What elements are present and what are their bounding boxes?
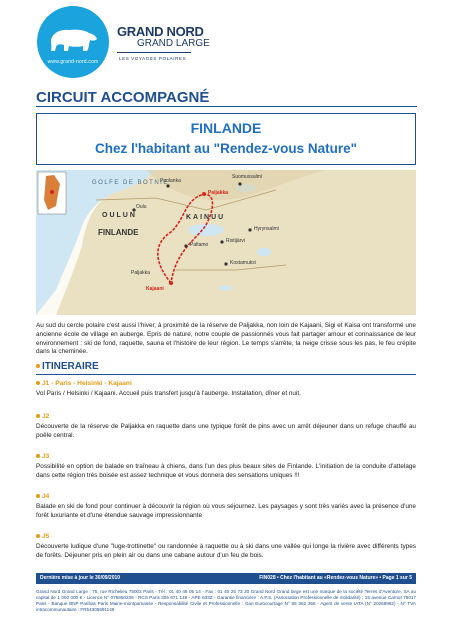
day-5-title-text: J5	[42, 533, 50, 540]
logo-brand-name: GRAND NORD	[117, 24, 204, 39]
itinerary-heading	[36, 361, 99, 372]
map-label-kajaani: Kajaani	[146, 286, 164, 292]
marker-kostomuksi	[224, 262, 227, 265]
day-1-title-text: J1 - Paris - Helsinki - Kajaani	[42, 380, 132, 387]
bullet-icon	[36, 534, 40, 538]
map-label-paltamo: Paltamo	[190, 242, 209, 248]
day-5-title	[36, 533, 49, 540]
map-label-kostomuksi: Kostamuksi	[230, 260, 256, 266]
destination-title: FINLANDE	[190, 120, 262, 136]
lake-south	[220, 285, 232, 291]
map-label-hyrynsalmi: Hyrynsalmi	[254, 226, 279, 232]
map-label-country: FINLANDE	[98, 228, 139, 237]
bullet-icon	[36, 364, 40, 368]
lake-east	[257, 248, 271, 256]
bullet-icon	[36, 494, 40, 498]
day-2-title-text: J2	[42, 413, 50, 420]
circuit-type-heading: CIRCUIT ACCOMPAGNÉ	[36, 89, 210, 106]
map-label-oulu-city: Oulu	[136, 204, 147, 210]
footer-legal: Grand Nord Grand Large : 75, rue Richelieu 75002 Paris - Tél : 01 40 46 05 14 - Fax : 01 40 26 73 20 Grand Nord Grand large est une marque de la société Terres d'Aventure, SA au capital de 1 000 000 € - Licence N° 075950236 - RCS Paris 305 671 149 - APE 633Z - Garantie financière : A.P.S. (Association Professionnelle de Solidarité) ; 15 avenue Carnot 75017 Paris - Banque BNP Paribas Paris Maine-montparnasse - Responsabilité Civile et Professionnelle : Gan Eurocourtage N° 86 362 356 - Agent de vente IATA (N° 20269962) - N° TVA intracommunautaire : FR54305691149	[36, 589, 416, 612]
map-label-paljakka-side: Paljakka	[131, 270, 150, 276]
footer-reference: FIN028 • Chez l'habitant au «Rendez-vous Nature» • Page 1 sur 5	[259, 575, 412, 581]
map-label-sea: GOLFE DE BOTNIE	[92, 180, 169, 186]
marker-paljakka	[202, 192, 206, 196]
header-divider	[36, 106, 417, 107]
marker-suomussalmi	[238, 182, 241, 185]
brand-logo	[37, 6, 210, 78]
day-1-text: Vol Paris / Helsinki / Kajaani. Accueil puis transfert jusqu'à l'auberge. Installation, dîner et nuit.	[36, 390, 301, 397]
day-3-title-text: J3	[42, 453, 50, 460]
footer-updated: Dernière mise à jour le 30/09/2010	[40, 575, 121, 581]
day-1-title	[36, 380, 132, 387]
footer-bar	[36, 573, 416, 584]
day-3-title	[36, 453, 49, 460]
logo-website: www.grand-nord.com	[47, 59, 99, 65]
itinerary-divider	[36, 374, 416, 375]
day-3-text: Possibilité en option de balade en traîneau à chiens, dans l'un des plus beaux sites de Finlande. L'initiation de la conduite d'attelage dans cette région très boisée est assez technique et vous donnera des sensations uniques !!!	[36, 463, 416, 479]
map-label-suomussalmi: Suomussalmi	[232, 174, 263, 180]
marker-hyrynsalmi	[248, 228, 251, 231]
map-label-kainuu: KAINUU	[186, 214, 226, 221]
trip-name-title: Chez l'habitant au "Rendez-vous Nature"	[94, 141, 358, 156]
day-4-title	[36, 493, 49, 500]
bullet-icon	[36, 381, 40, 385]
inset-location-marker	[50, 190, 54, 194]
marker-ristijarvi	[220, 240, 223, 243]
map-label-paljakka: Paljakka	[208, 190, 229, 196]
trip-title-box	[36, 113, 416, 165]
map-label-ristijarvi: Ristijärvi	[226, 238, 245, 244]
lake-oulujarvi	[188, 224, 224, 236]
route-map	[36, 170, 416, 315]
map-label-oulun: OULUN	[102, 212, 137, 219]
logo-tagline: LES VOYAGES POLAIRES	[119, 56, 187, 61]
marker-paltamo	[184, 244, 187, 247]
day-2-title	[36, 413, 49, 420]
logo-brand-subname: GRAND LARGE	[137, 38, 210, 49]
bullet-icon	[36, 414, 40, 418]
day-4-title-text: J4	[42, 493, 50, 500]
day-4-text: Balade en ski de fond pour continuer à découvrir la région où vous séjournez. Les paysages y sont très variés avec la présence d'une forêt luxuriante et d'une étendue sauvage impressionnante	[36, 503, 416, 519]
logo-divider	[117, 52, 191, 53]
map-label-puolanka: Puolanka	[160, 178, 181, 184]
polar-bear-icon	[47, 20, 99, 54]
intro-paragraph: Au sud du cercle polaire c'est aussi l'hiver, à proximité de la réserve de Paljakka, non loin de Kajaani, Sigi et Kaisa ont transformé une ancienne école de village en auberge. Epris de nature, notre couple de passionnés vous fait partager amour et connaissance de leur environnement : ski de fond, raquette, sauna et l'histoire de leur région. Le temps s'arrête, la neige crisse sous les pas, le feu crépite dans la cheminée.	[36, 322, 416, 356]
day-2-text: Découverte de la réserve de Paljakka en raquette dans une typique forêt de pins avec un arrêt déjeuner dans un refuge chauffé au poêle central.	[36, 423, 416, 439]
itinerary-heading-text: ITINERAIRE	[42, 361, 99, 372]
marker-kajaani	[169, 281, 173, 285]
bullet-icon	[36, 454, 40, 458]
day-5-text: Découverte ludique d'une "luge-trottinette" ou randonnée à raquette ou à ski dans une vallée qui longe la rivière avec différents types de forêts. Déjeuner pris en plein air ou dans une cabane autour d'un feu de bois.	[36, 543, 416, 559]
